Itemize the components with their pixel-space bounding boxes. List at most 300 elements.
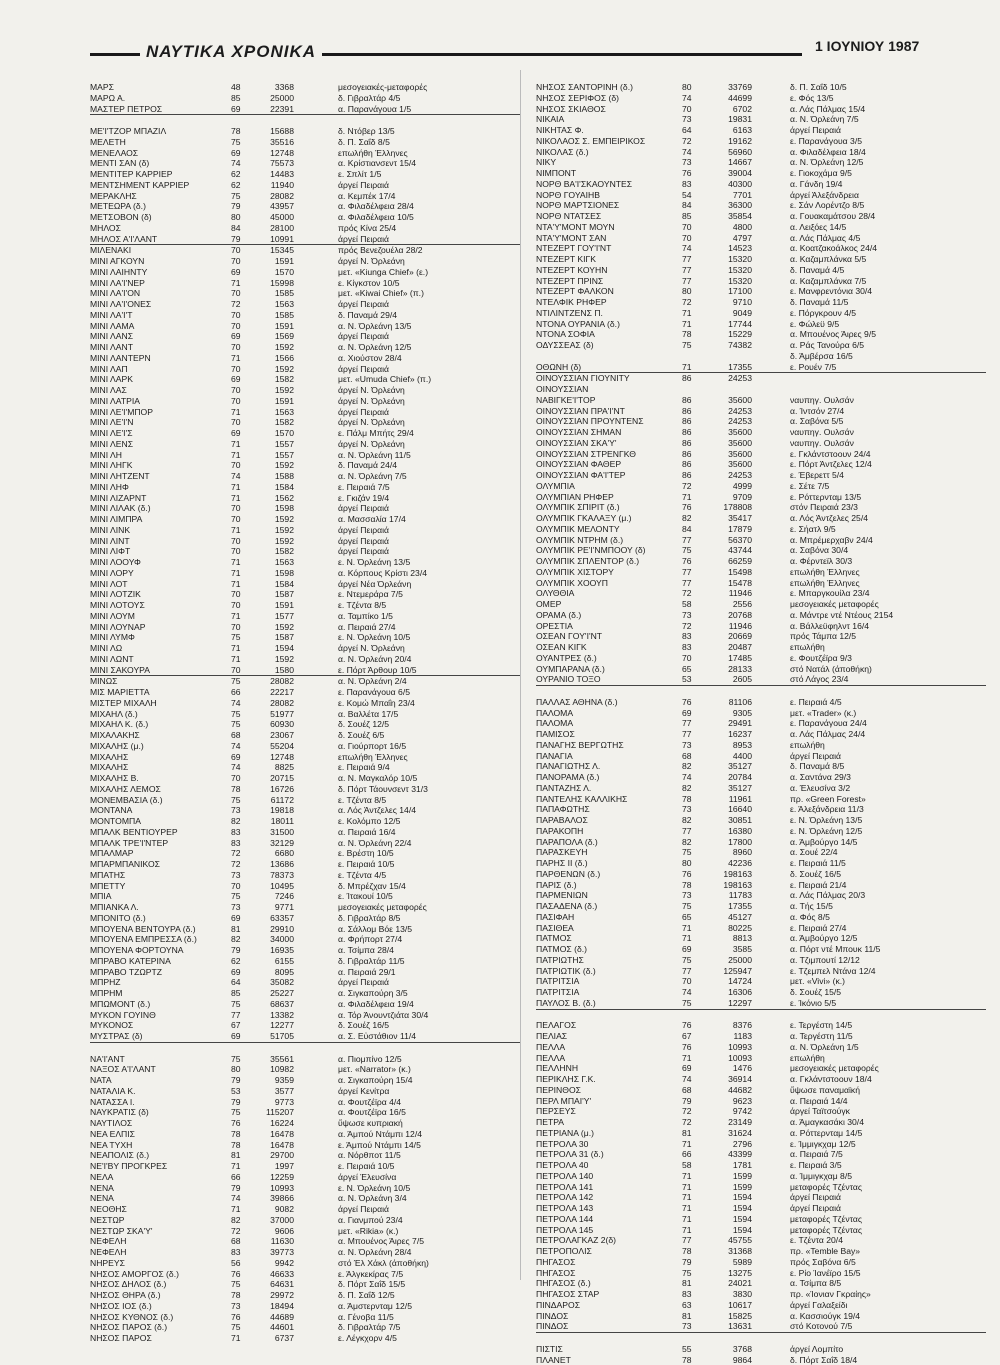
- tonnage: 15478: [716, 578, 752, 589]
- ship-row: [536, 513, 986, 524]
- ship-name: ΝΕΛΑ: [90, 1172, 240, 1183]
- ship-row: [90, 1161, 520, 1172]
- tonnage: 8813: [716, 933, 752, 944]
- build-year: 70: [231, 385, 241, 396]
- ship-status: μεταφορές Τζέντας: [790, 1225, 985, 1236]
- tonnage: 56960: [716, 147, 752, 158]
- ship-row: [90, 730, 520, 741]
- ship-name: ΜΙΝΙ ΛΟΤΟΥΣ: [90, 600, 240, 611]
- ship-name: ΠΑΝΑΓΙΑ: [536, 751, 686, 762]
- ship-row: [536, 815, 986, 826]
- ship-status: α. Χιούστον 28/4: [338, 353, 518, 364]
- ship-status: ε. Ντεμεράρα 7/5: [338, 589, 518, 600]
- ship-row: [536, 976, 986, 987]
- build-year: 72: [682, 1106, 692, 1117]
- ship-name: ΠΛΑΝΕΤ: [536, 1355, 686, 1365]
- ship-status: α. Κεμπέκ 17/4: [338, 191, 518, 202]
- tonnage: 8376: [716, 1020, 752, 1031]
- ship-status: ε. Ίμμιγκχαμ 12/5: [790, 1139, 985, 1150]
- ship-row: [536, 631, 986, 642]
- build-year: 74: [682, 93, 692, 104]
- build-year: 78: [682, 1246, 692, 1257]
- build-year: 69: [231, 267, 241, 278]
- ship-name: ΟΙΝΟΥΣΣΙΑΝ ΓΙΟΥΝΙΤΥ: [536, 373, 686, 384]
- ship-row: [536, 492, 986, 503]
- tonnage: 14523: [716, 243, 752, 254]
- build-year: 71: [682, 1225, 692, 1236]
- ship-name: ΜΠΡΗΖ: [90, 977, 240, 988]
- tonnage: 5989: [716, 1257, 752, 1268]
- ship-row: [536, 254, 986, 265]
- ship-name: ΟΔΥΣΣΕΑΣ (δ): [536, 340, 686, 351]
- ship-name: ΜΠΑΛΚ ΤΡΕ'Ι'ΝΤΕΡ: [90, 838, 240, 849]
- build-year: 74: [682, 147, 692, 158]
- ship-name: ΜΙΧΑΛΗΣ ΛΕΜΟΣ: [90, 784, 240, 795]
- build-year: 70: [231, 536, 241, 547]
- build-year: 72: [682, 588, 692, 599]
- ship-row: [536, 1160, 986, 1171]
- build-year: 77: [682, 729, 692, 740]
- ship-name: ΠΕΤΡΟΛΑ 141: [536, 1182, 686, 1193]
- ship-row: [536, 1225, 986, 1236]
- tonnage: 15825: [716, 1311, 752, 1322]
- ship-row: [90, 450, 520, 461]
- ship-name: ΟΙΝΟΥΣΣΙΑΝ: [536, 384, 686, 395]
- ship-status: ε. Κίγκστον 10/5: [338, 278, 518, 289]
- ship-status: μεσογειακές μεταφορές: [790, 599, 985, 610]
- build-year: 62: [231, 169, 241, 180]
- ship-row: [90, 1129, 520, 1140]
- tonnage: 2796: [716, 1139, 752, 1150]
- ship-name: ΟΙΝΟΥΣΣΙΑΝ ΦΑΘΕΡ: [536, 459, 686, 470]
- tonnage: 60930: [258, 719, 294, 730]
- ship-row: [90, 93, 520, 104]
- ship-row: [536, 297, 986, 308]
- tonnage: 1599: [716, 1171, 752, 1182]
- tonnage: 28100: [258, 223, 294, 234]
- ship-name: ΟΥΜΠΑΡΑΝΑ (δ.): [536, 664, 686, 675]
- ship-row: [90, 1010, 520, 1021]
- build-year: 75: [231, 719, 241, 730]
- tonnage: 1584: [258, 482, 294, 493]
- build-year: 74: [231, 158, 241, 169]
- ship-status: ε. Γιοκοχάμα 9/5: [790, 168, 985, 179]
- ship-row: [536, 308, 986, 319]
- build-year: 75: [682, 545, 692, 556]
- build-year: 67: [682, 1031, 692, 1042]
- ship-status: ε. Πειραιά 10/5: [338, 1161, 518, 1172]
- ship-name: ΝΑ'Ι'ΑΝΤ: [90, 1054, 240, 1065]
- ship-row: [90, 503, 520, 514]
- ship-status: άργεί Ταϊτσούγκ: [790, 1106, 985, 1117]
- ship-name: ΜΠΟΝΙΤΟ (δ.): [90, 913, 240, 924]
- ship-row: [90, 891, 520, 902]
- ship-row: [90, 1075, 520, 1086]
- tonnage: 35600: [716, 459, 752, 470]
- tonnage: 4400: [716, 751, 752, 762]
- ship-name: ΜΙΝΙ ΛΑΠ: [90, 364, 240, 375]
- tonnage: 16380: [716, 826, 752, 837]
- ship-row: [90, 752, 520, 763]
- tonnage: 28133: [716, 664, 752, 675]
- ship-status: α. Νόρθποτ 11/5: [338, 1150, 518, 1161]
- tonnage: 1562: [258, 493, 294, 504]
- ship-row: [536, 157, 986, 168]
- ship-status: α. Πόρτ ντέ Μπουκ 11/5: [790, 944, 985, 955]
- build-year: 77: [682, 826, 692, 837]
- build-year: 76: [231, 1269, 241, 1280]
- tonnage: 198163: [716, 869, 752, 880]
- ship-row: [536, 740, 986, 751]
- ship-name: ΟΙΝΟΥΣΣΙΑΝ ΣΚΑ'Υ': [536, 438, 686, 449]
- ship-status: δ. Πόρτ Σαΐδ 15/5: [338, 1279, 518, 1290]
- tonnage: 1585: [258, 288, 294, 299]
- tonnage: 63357: [258, 913, 294, 924]
- ship-status: ε. Σέτε 7/5: [790, 481, 985, 492]
- ship-name: ΝΑΥΚΡΑΤΙΣ (δ): [90, 1107, 240, 1118]
- ship-name: ΜΕΛΕΤΗ: [90, 137, 240, 148]
- tonnage: 1183: [716, 1031, 752, 1042]
- ship-status: α. Λειξόες 14/5: [790, 222, 985, 233]
- tonnage: 2556: [716, 599, 752, 610]
- tonnage: 55204: [258, 741, 294, 752]
- ship-name: ΝΕΑΠΟΛΙΣ (δ.): [90, 1150, 240, 1161]
- ship-status: α. Κοατζακοάλκος 24/4: [790, 243, 985, 254]
- ship-row: [90, 278, 520, 289]
- ship-status: δ. Παναμά 24/4: [338, 460, 518, 471]
- ship-name: ΜΙΧΑΗΛ (δ.): [90, 709, 240, 720]
- tonnage: 9606: [258, 1226, 294, 1237]
- build-year: 83: [682, 642, 692, 653]
- tonnage: 33769: [716, 82, 752, 93]
- tonnage: 1592: [258, 622, 294, 633]
- build-year: 84: [682, 200, 692, 211]
- ship-name: ΝΤΕΛΦΙΚ ΡΗΦΕΡ: [536, 297, 686, 308]
- tonnage: 25227: [258, 988, 294, 999]
- ship-status: α. Ν. Μαγκαλόρ 10/5: [338, 773, 518, 784]
- ship-status: δ. Παναμά 11/5: [790, 297, 985, 308]
- tonnage: 3830: [716, 1289, 752, 1300]
- tonnage: 44699: [716, 93, 752, 104]
- tonnage: 14724: [716, 976, 752, 987]
- tonnage: 1592: [258, 514, 294, 525]
- ship-name: ΝΗΣΟΣ ΑΜΟΡΓΟΣ (δ.): [90, 1269, 240, 1280]
- build-year: 75: [231, 891, 241, 902]
- ship-name: ΜΑΣΤΕΡ ΠΕΤΡΟΣ: [90, 104, 240, 115]
- build-year: 70: [231, 589, 241, 600]
- ship-status: άργεί Ν. Όρλεάνη: [338, 385, 518, 396]
- build-year: 70: [231, 881, 241, 892]
- ship-name: ΠΕΛΙΑΣ: [536, 1031, 686, 1042]
- ship-name: ΜΙΝΙ ΛΙΛΑΚ (δ.): [90, 503, 240, 514]
- ship-name: ΜΙΝΙ ΛΕ'Ι'ΜΠΟΡ: [90, 407, 240, 418]
- build-year: 82: [231, 816, 241, 827]
- ship-status: άργεί Πειραιά: [338, 546, 518, 557]
- ship-status: άργεί Πειραιά: [338, 299, 518, 310]
- ship-name: ΝΟΡΘ ΜΑΡΤΣΙΟΝΕΣ: [536, 200, 686, 211]
- ship-row: [90, 525, 520, 536]
- build-year: 77: [682, 535, 692, 546]
- ship-status: ε. Πειραιά 7/5: [338, 482, 518, 493]
- ship-row: [90, 1086, 520, 1097]
- tonnage: 35854: [716, 211, 752, 222]
- ship-name: ΠΑΠΑΦΩΤΗΣ: [536, 804, 686, 815]
- build-year: 53: [231, 1086, 241, 1097]
- tonnage: 13275: [716, 1268, 752, 1279]
- ship-name: ΟΥΑΝΤΡΕΣ (δ.): [536, 653, 686, 664]
- ship-name: ΜΕΡΑΚΛΗΣ: [90, 191, 240, 202]
- ship-row: [90, 169, 520, 180]
- tonnage: 45000: [258, 212, 294, 223]
- ship-row: [90, 417, 520, 428]
- ship-status: α. Φός 8/5: [790, 912, 985, 923]
- tonnage: 13686: [258, 859, 294, 870]
- build-year: 70: [231, 288, 241, 299]
- build-year: 79: [231, 1097, 241, 1108]
- tonnage: 10617: [716, 1300, 752, 1311]
- tonnage: 1563: [258, 557, 294, 568]
- ship-row: [536, 373, 986, 384]
- ship-status: α. Κασσιούγκ 19/4: [790, 1311, 985, 1322]
- ship-name: ΠΗΓΑΣΟΣ ΣΤΑΡ: [536, 1289, 686, 1300]
- ship-name: ΝΤΕΖΕΡΤ ΦΑΛΚΟΝ: [536, 286, 686, 297]
- ship-row: [536, 1311, 986, 1322]
- build-year: 73: [231, 870, 241, 881]
- ship-name: ΠΕΤΡΟΛΑ 31 (δ.): [536, 1149, 686, 1160]
- build-year: 79: [682, 1096, 692, 1107]
- build-year: 75: [231, 1107, 241, 1118]
- ship-name: ΜΥΚΟΝ ΓΟΥΙΝΘ: [90, 1010, 240, 1021]
- tonnage: 1587: [258, 589, 294, 600]
- ship-status: δ. Πόρτ Τάουνσεντ 31/3: [338, 784, 518, 795]
- ship-row: [90, 374, 520, 385]
- ship-row: [536, 384, 986, 395]
- ship-status: α. Γουακαμάτσου 28/4: [790, 211, 985, 222]
- ship-status: α. Τής 15/5: [790, 901, 985, 912]
- ship-name: ΟΡΕΣΤΙΑ: [536, 621, 686, 632]
- ship-name: ΝΑΥΤΙΛΟΣ: [90, 1118, 240, 1129]
- ship-row: [536, 1355, 986, 1365]
- ship-name: ΜΙΝΙ ΛΑΜΑ: [90, 321, 240, 332]
- ship-status: άργεί Κενίτρα: [338, 1086, 518, 1097]
- build-year: 63: [682, 1300, 692, 1311]
- tonnage: 40300: [716, 179, 752, 190]
- tonnage: 1591: [258, 256, 294, 267]
- ship-status: α. Ν. Όρλεάνη 7/5: [338, 471, 518, 482]
- section-gap: [536, 1010, 986, 1021]
- tonnage: 10991: [258, 234, 294, 245]
- ship-status: α. Φουτζέϊρα 16/5: [338, 1107, 518, 1118]
- ship-row: [90, 288, 520, 299]
- tonnage: 1598: [258, 503, 294, 514]
- ship-status: άργεί Πειραιά: [790, 1192, 985, 1203]
- tonnage: 45755: [716, 1235, 752, 1246]
- build-year: 71: [682, 1171, 692, 1182]
- ship-name: ΟΛΥΜΠΙΚ ΝΤΡΗΜ (δ.): [536, 535, 686, 546]
- ship-status: πρ. «Ίονιαν Γκραίης»: [790, 1289, 985, 1300]
- build-year: 65: [682, 664, 692, 675]
- ship-status: α. Σιγκαπούρη 3/5: [338, 988, 518, 999]
- build-year: 69: [682, 708, 692, 719]
- tonnage: 44689: [258, 1312, 294, 1323]
- ship-row: [90, 859, 520, 870]
- ship-name: ΠΙΝΔΟΣ: [536, 1321, 686, 1332]
- build-year: 71: [682, 1053, 692, 1064]
- build-year: 69: [231, 1031, 241, 1042]
- tonnage: 9742: [716, 1106, 752, 1117]
- ship-status: πρός Βενεζουέλα 28/2: [338, 245, 518, 256]
- ship-row: [90, 870, 520, 881]
- build-year: 69: [231, 967, 241, 978]
- tonnage: 1592: [258, 364, 294, 375]
- ship-row: [90, 568, 520, 579]
- build-year: 73: [682, 804, 692, 815]
- ship-row: [536, 1020, 986, 1031]
- ship-row: [90, 1301, 520, 1312]
- ship-name: ΜΙΝΙ ΛΑ'Ι'ΟΝΕΣ: [90, 299, 240, 310]
- ship-status: α. Ν. Όρλεάνη 3/4: [338, 1193, 518, 1204]
- tonnage: 39773: [258, 1247, 294, 1258]
- ship-status: άργεί Ν. Όρλεάνη: [338, 256, 518, 267]
- ship-row: [90, 439, 520, 450]
- ship-name: ΜΥΣΤΡΑΣ (δ): [90, 1031, 240, 1042]
- ship-row: [90, 687, 520, 698]
- tonnage: 15998: [258, 278, 294, 289]
- ship-status: α. Πειραιά 16/4: [338, 827, 518, 838]
- ship-status: α. Ν. Όρλεάνη 2/4: [338, 676, 518, 687]
- ship-status: ε. Έβερεττ 5/4: [790, 470, 985, 481]
- ship-name: ΜΥΚΟΝΟΣ: [90, 1020, 240, 1031]
- ship-row: [536, 265, 986, 276]
- ship-name: ΝΗΣΟΣ ΣΕΡΙΦΟΣ (δ): [536, 93, 686, 104]
- ship-status: α. Μάντρε ντέ Ντέους 2154: [790, 610, 985, 621]
- ship-status: άργεί Νέα Όρλεάνη: [338, 579, 518, 590]
- tonnage: 35127: [716, 783, 752, 794]
- ship-status: ὕψωσε κυπριακή: [338, 1118, 518, 1129]
- ship-row: [90, 536, 520, 547]
- ship-name: ΝΗΣΟΣ ΘΗΡΑ (δ.): [90, 1290, 240, 1301]
- ship-status: α. Γιανμπού 23/4: [338, 1215, 518, 1226]
- ship-row: [90, 1215, 520, 1226]
- tonnage: 7246: [258, 891, 294, 902]
- build-year: 68: [682, 751, 692, 762]
- ship-name: ΜΑΡΣ: [90, 82, 240, 93]
- ship-row: [90, 967, 520, 978]
- ship-name: ΜΟΝΤΟΜΠΑ: [90, 816, 240, 827]
- ship-row: [90, 1322, 520, 1333]
- ship-row: [536, 761, 986, 772]
- ship-status: α. Τόρ Άνουντζιάτα 30/4: [338, 1010, 518, 1021]
- ship-name: ΠΑΛΟΜΑ: [536, 708, 686, 719]
- ship-status: α. Άμβούργο 12/5: [790, 933, 985, 944]
- ship-row: [90, 396, 520, 407]
- ship-status: α. Λάς Πάλμας 20/3: [790, 890, 985, 901]
- tonnage: 25000: [716, 955, 752, 966]
- tonnage: 1563: [258, 299, 294, 310]
- ship-status: άργεί Ν. Όρλεάνη: [338, 417, 518, 428]
- tonnage: 6737: [258, 1333, 294, 1344]
- build-year: 83: [231, 827, 241, 838]
- ship-name: ΜΙΛΕΝΑΚΙ: [90, 245, 240, 256]
- ship-name: ΝΑΤΑΛΙΑ Κ.: [90, 1086, 240, 1097]
- ship-name: ΠΑΝΑΓΙΩΤΗΣ Λ.: [536, 761, 686, 772]
- build-year: 71: [231, 1333, 241, 1344]
- build-year: 72: [231, 1226, 241, 1237]
- ship-row: [90, 773, 520, 784]
- tonnage: 31368: [716, 1246, 752, 1257]
- build-year: 73: [682, 114, 692, 125]
- ship-name: ΝΟΡΘ ΝΤΑΤΣΕΣ: [536, 211, 686, 222]
- ship-row: [536, 697, 986, 708]
- ship-row: [90, 1279, 520, 1290]
- ship-row: [536, 588, 986, 599]
- ship-name: ΟΡΑΜΑ (δ.): [536, 610, 686, 621]
- ship-row: [536, 987, 986, 998]
- tonnage: 1584: [258, 579, 294, 590]
- ship-row: [90, 945, 520, 956]
- build-year: 75: [231, 795, 241, 806]
- ship-row: [90, 1193, 520, 1204]
- ship-row: [90, 999, 520, 1010]
- ship-name: ΜΗΛΟΣ: [90, 223, 240, 234]
- ship-status: επωλήθη Έλληνες: [338, 752, 518, 763]
- tonnage: 11940: [258, 180, 294, 191]
- build-year: 79: [231, 1183, 241, 1194]
- tonnage: 35516: [258, 137, 294, 148]
- ship-row: [536, 104, 986, 115]
- tonnage: 15320: [716, 265, 752, 276]
- ship-row: [90, 622, 520, 633]
- ship-row: [90, 201, 520, 212]
- build-year: 75: [231, 191, 241, 202]
- build-year: 71: [231, 1204, 241, 1215]
- ship-name: ΠΑΛΟΜΑ: [536, 718, 686, 729]
- tonnage: 19818: [258, 805, 294, 816]
- ship-row: [90, 180, 520, 191]
- ship-row: [90, 514, 520, 525]
- ship-name: ΝΕΦΕΛΗ: [90, 1236, 240, 1247]
- column-divider: [520, 70, 521, 1280]
- ship-name: ΝΑΞΟΣ Α'Ι'ΛΑΝΤ: [90, 1064, 240, 1075]
- build-year: 78: [231, 1290, 241, 1301]
- ship-name: ΠΑΡΑΠΟΛΑ (δ.): [536, 837, 686, 848]
- tonnage: 34000: [258, 934, 294, 945]
- ship-name: ΜΙΝΙ ΛΑΝΤΕΡΝ: [90, 353, 240, 364]
- build-year: 78: [682, 1355, 692, 1365]
- ship-name: ΠΕΛΑΓΟΣ: [536, 1020, 686, 1031]
- section-gap: [536, 686, 986, 697]
- ship-row: [536, 783, 986, 794]
- tonnage: 37000: [258, 1215, 294, 1226]
- ship-row: [90, 924, 520, 935]
- build-year: 82: [231, 1215, 241, 1226]
- ship-name: ΠΕΡΙΝΘΟΣ: [536, 1085, 686, 1096]
- ship-name: ΜΙΧΑΛΑΚΗΣ: [90, 730, 240, 741]
- ship-row: [536, 1257, 986, 1268]
- build-year: 70: [231, 342, 241, 353]
- build-year: 77: [682, 718, 692, 729]
- ship-status: α. Σαντάνα 29/3: [790, 772, 985, 783]
- build-year: 68: [231, 730, 241, 741]
- ship-row: [536, 233, 986, 244]
- tonnage: 10495: [258, 881, 294, 892]
- build-year: 78: [682, 794, 692, 805]
- build-year: 83: [231, 1247, 241, 1258]
- ship-name: ΝΗΣΟΣ ΣΚΙΑΘΟΣ: [536, 104, 686, 115]
- build-year: 74: [231, 741, 241, 752]
- ship-status: πρ. «Temble Bay»: [790, 1246, 985, 1257]
- build-year: 73: [231, 805, 241, 816]
